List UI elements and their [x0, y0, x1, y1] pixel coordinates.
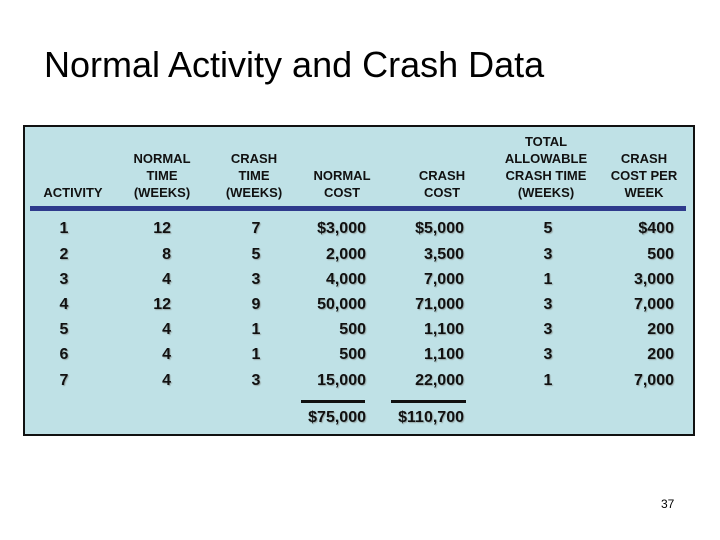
table-cell: 4: [162, 321, 171, 338]
table-cell: 1: [543, 271, 553, 288]
table-cell: 3,000: [633, 271, 674, 288]
table-cell: 3: [543, 346, 553, 363]
table-cell: 4,000: [325, 271, 366, 288]
table-cell: 3: [543, 246, 553, 263]
table-cell: 7: [251, 220, 261, 237]
table-cell: 9: [251, 296, 261, 313]
normal-cost-total-underline: [301, 400, 365, 403]
table-cell: 3: [59, 271, 69, 288]
table-cell: 3: [543, 296, 553, 313]
table-cell: 12: [153, 220, 171, 237]
table-cell: 5: [543, 220, 553, 237]
table-cell: 2: [59, 246, 69, 263]
header-divider: [30, 206, 686, 211]
column-header: NORMAL COST: [313, 168, 371, 200]
table-cell: 200: [647, 321, 674, 338]
table-cell: 4: [59, 296, 69, 313]
column-header: ACTIVITY: [43, 185, 103, 200]
table-cell: 3: [251, 372, 261, 389]
table-cell: 6: [59, 346, 69, 363]
table-cell: 7,000: [633, 296, 674, 313]
table-cell: 2,000: [325, 246, 366, 263]
column-header: CRASH COST PER WEEK: [610, 151, 678, 200]
table-cell: 4: [162, 346, 171, 363]
table-cell: 1: [251, 321, 261, 338]
slide-title: Normal Activity and Crash Data: [44, 44, 545, 85]
table-cell: 7: [59, 372, 69, 389]
table-cell: 5: [251, 246, 261, 263]
table-cell: 71,000: [415, 296, 464, 313]
table-cell: 7,000: [423, 271, 464, 288]
table-cell: 5: [59, 321, 69, 338]
crash-cost-total: $110,700: [398, 409, 464, 426]
table-cell: 3: [251, 271, 261, 288]
table-cell: 4: [162, 372, 171, 389]
table-cell: 4: [162, 271, 171, 288]
table-cell: 7,000: [633, 372, 674, 389]
table-cell: 1: [543, 372, 553, 389]
column-header: NORMAL TIME (WEEKS): [133, 151, 191, 200]
table-cell: $5,000: [415, 220, 464, 237]
normal-cost-total: $75,000: [308, 409, 366, 426]
table-cell: $400: [638, 220, 674, 237]
table-cell: 1: [251, 346, 261, 363]
table-cell: 3: [543, 321, 553, 338]
table-cell: 500: [339, 321, 366, 338]
table-cell: 1,100: [423, 321, 464, 338]
table-cell: 3,500: [423, 246, 464, 263]
table-cell: $3,000: [317, 220, 366, 237]
table-cell: 22,000: [415, 372, 464, 389]
table-cell: 500: [647, 246, 674, 263]
column-header: CRASH TIME (WEEKS): [225, 151, 283, 200]
column-header: CRASH COST: [418, 168, 466, 200]
table-cell: 8: [162, 246, 171, 263]
table-cell: 500: [339, 346, 366, 363]
crash-cost-total-underline: [391, 400, 466, 403]
table-cell: 1,100: [423, 346, 464, 363]
table-cell: 12: [153, 296, 171, 313]
table-cell: 15,000: [317, 372, 366, 389]
table-cell: 50,000: [317, 296, 366, 313]
page-number: 37: [661, 497, 675, 511]
table-cell: 200: [647, 346, 674, 363]
column-header: TOTAL ALLOWABLE CRASH TIME (WEEKS): [504, 134, 588, 200]
table-cell: 1: [59, 220, 69, 237]
